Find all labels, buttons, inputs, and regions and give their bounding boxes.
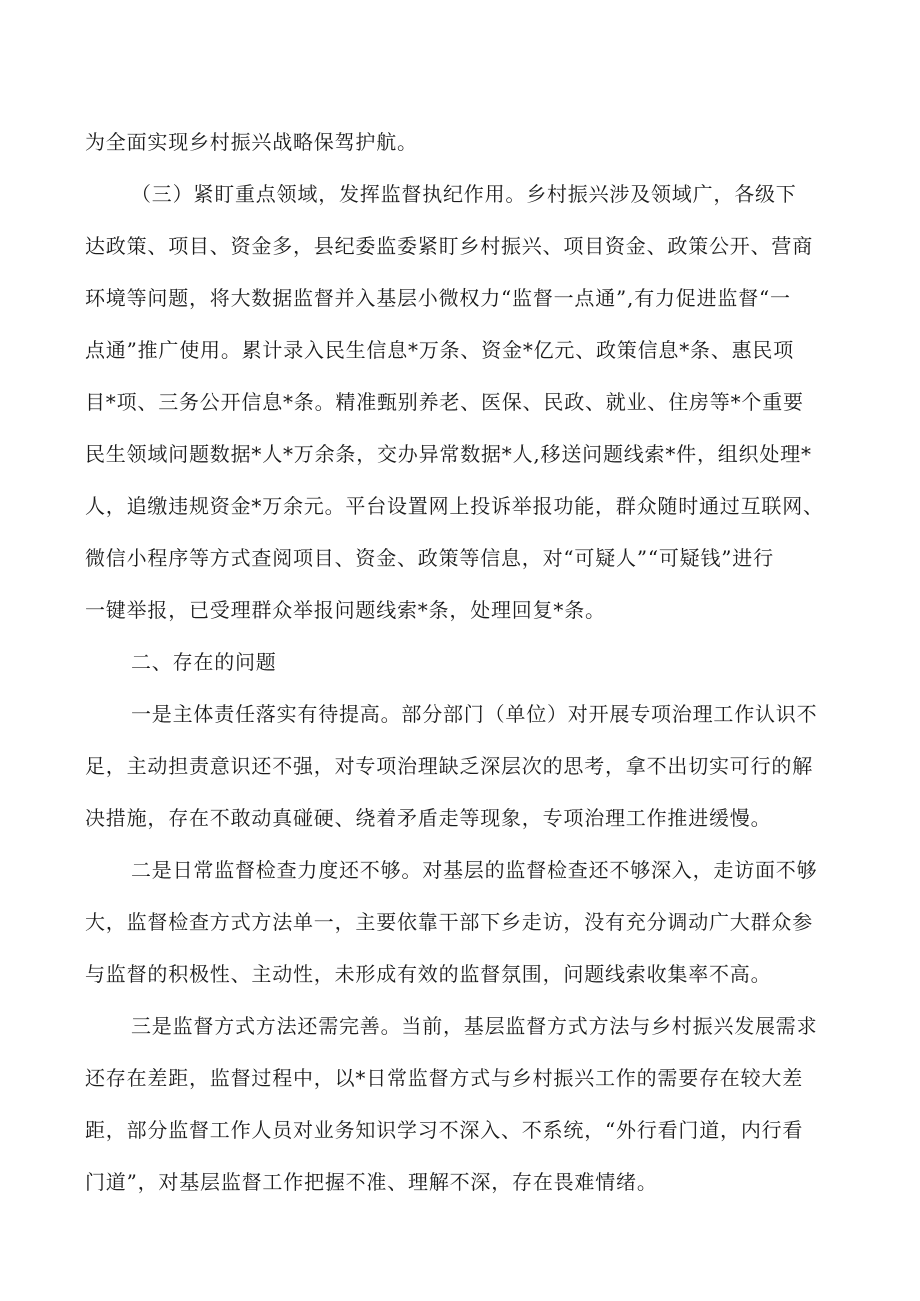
text-line: （三）紧盯重点领域，发挥监督执纪作用。乡村振兴涉及领域广，各级下	[131, 182, 797, 206]
text-line: 决措施，存在不敢动真碰硬、绕着矛盾走等现象，专项治理工作推进缓慢。	[85, 806, 772, 830]
text-line: 二是日常监督检查力度还不够。对基层的监督检查还不够深入，走访面不够	[131, 858, 818, 882]
text-line: 民生领域问题数据*人*万余条，交办异常数据*人,移送问题线索*件，组织处理*	[85, 442, 812, 466]
text-line: 微信小程序等方式查阅项目、资金、政策等信息，对“可疑人”“可疑钱”进行	[85, 546, 774, 570]
text-line: 环境等问题，将大数据监督并入基层小微权力“监督一点通”,有力促进监督“一	[85, 286, 791, 310]
text-line: 一键举报，已受理群众举报问题线索*条，处理回复*条。	[85, 598, 606, 622]
text-line: 为全面实现乡村振兴战略保驾护航。	[85, 130, 418, 154]
text-line: 与监督的积极性、主动性，未形成有效的监督氛围，问题线索收集率不高。	[85, 962, 772, 986]
text-line: 目*项、三务公开信息*条。精准甄别养老、医保、民政、就业、住房等*个重要	[85, 390, 804, 414]
text-line: 还存在差距，监督过程中，以*日常监督方式与乡村振兴工作的需要存在较大差	[85, 1066, 803, 1090]
text-line: 门道”，对基层监督工作把握不准、理解不深，存在畏难情绪。	[85, 1170, 658, 1194]
text-line: 距，部分监督工作人员对业务知识学习不深入、不系统，“外行看门道，内行看	[85, 1118, 804, 1142]
text-line: 点通”推广使用。累计录入民生信息*万条、资金*亿元、政策信息*条、惠民项	[85, 338, 795, 362]
text-line: 达政策、项目、资金多，县纪委监委紧盯乡村振兴、项目资金、政策公开、营商	[85, 234, 813, 258]
text-line: 大，监督检查方式方法单一，主要依靠干部下乡走访，没有充分调动广大群众参	[85, 910, 813, 934]
text-line: 三是监督方式方法还需完善。当前，基层监督方式方法与乡村振兴发展需求	[131, 1014, 818, 1038]
text-line: 一是主体责任落实有待提高。部分部门（单位）对开展专项治理工作认识不	[131, 702, 818, 726]
section-heading: 二、存在的问题	[131, 650, 277, 674]
text-line: 足，主动担责意识还不强，对专项治理缺乏深层次的思考，拿不出切实可行的解	[85, 754, 813, 778]
text-line: 人，追缴违规资金*万余元。平台设置网上投诉举报功能，群众随时通过互联网、	[85, 494, 824, 518]
